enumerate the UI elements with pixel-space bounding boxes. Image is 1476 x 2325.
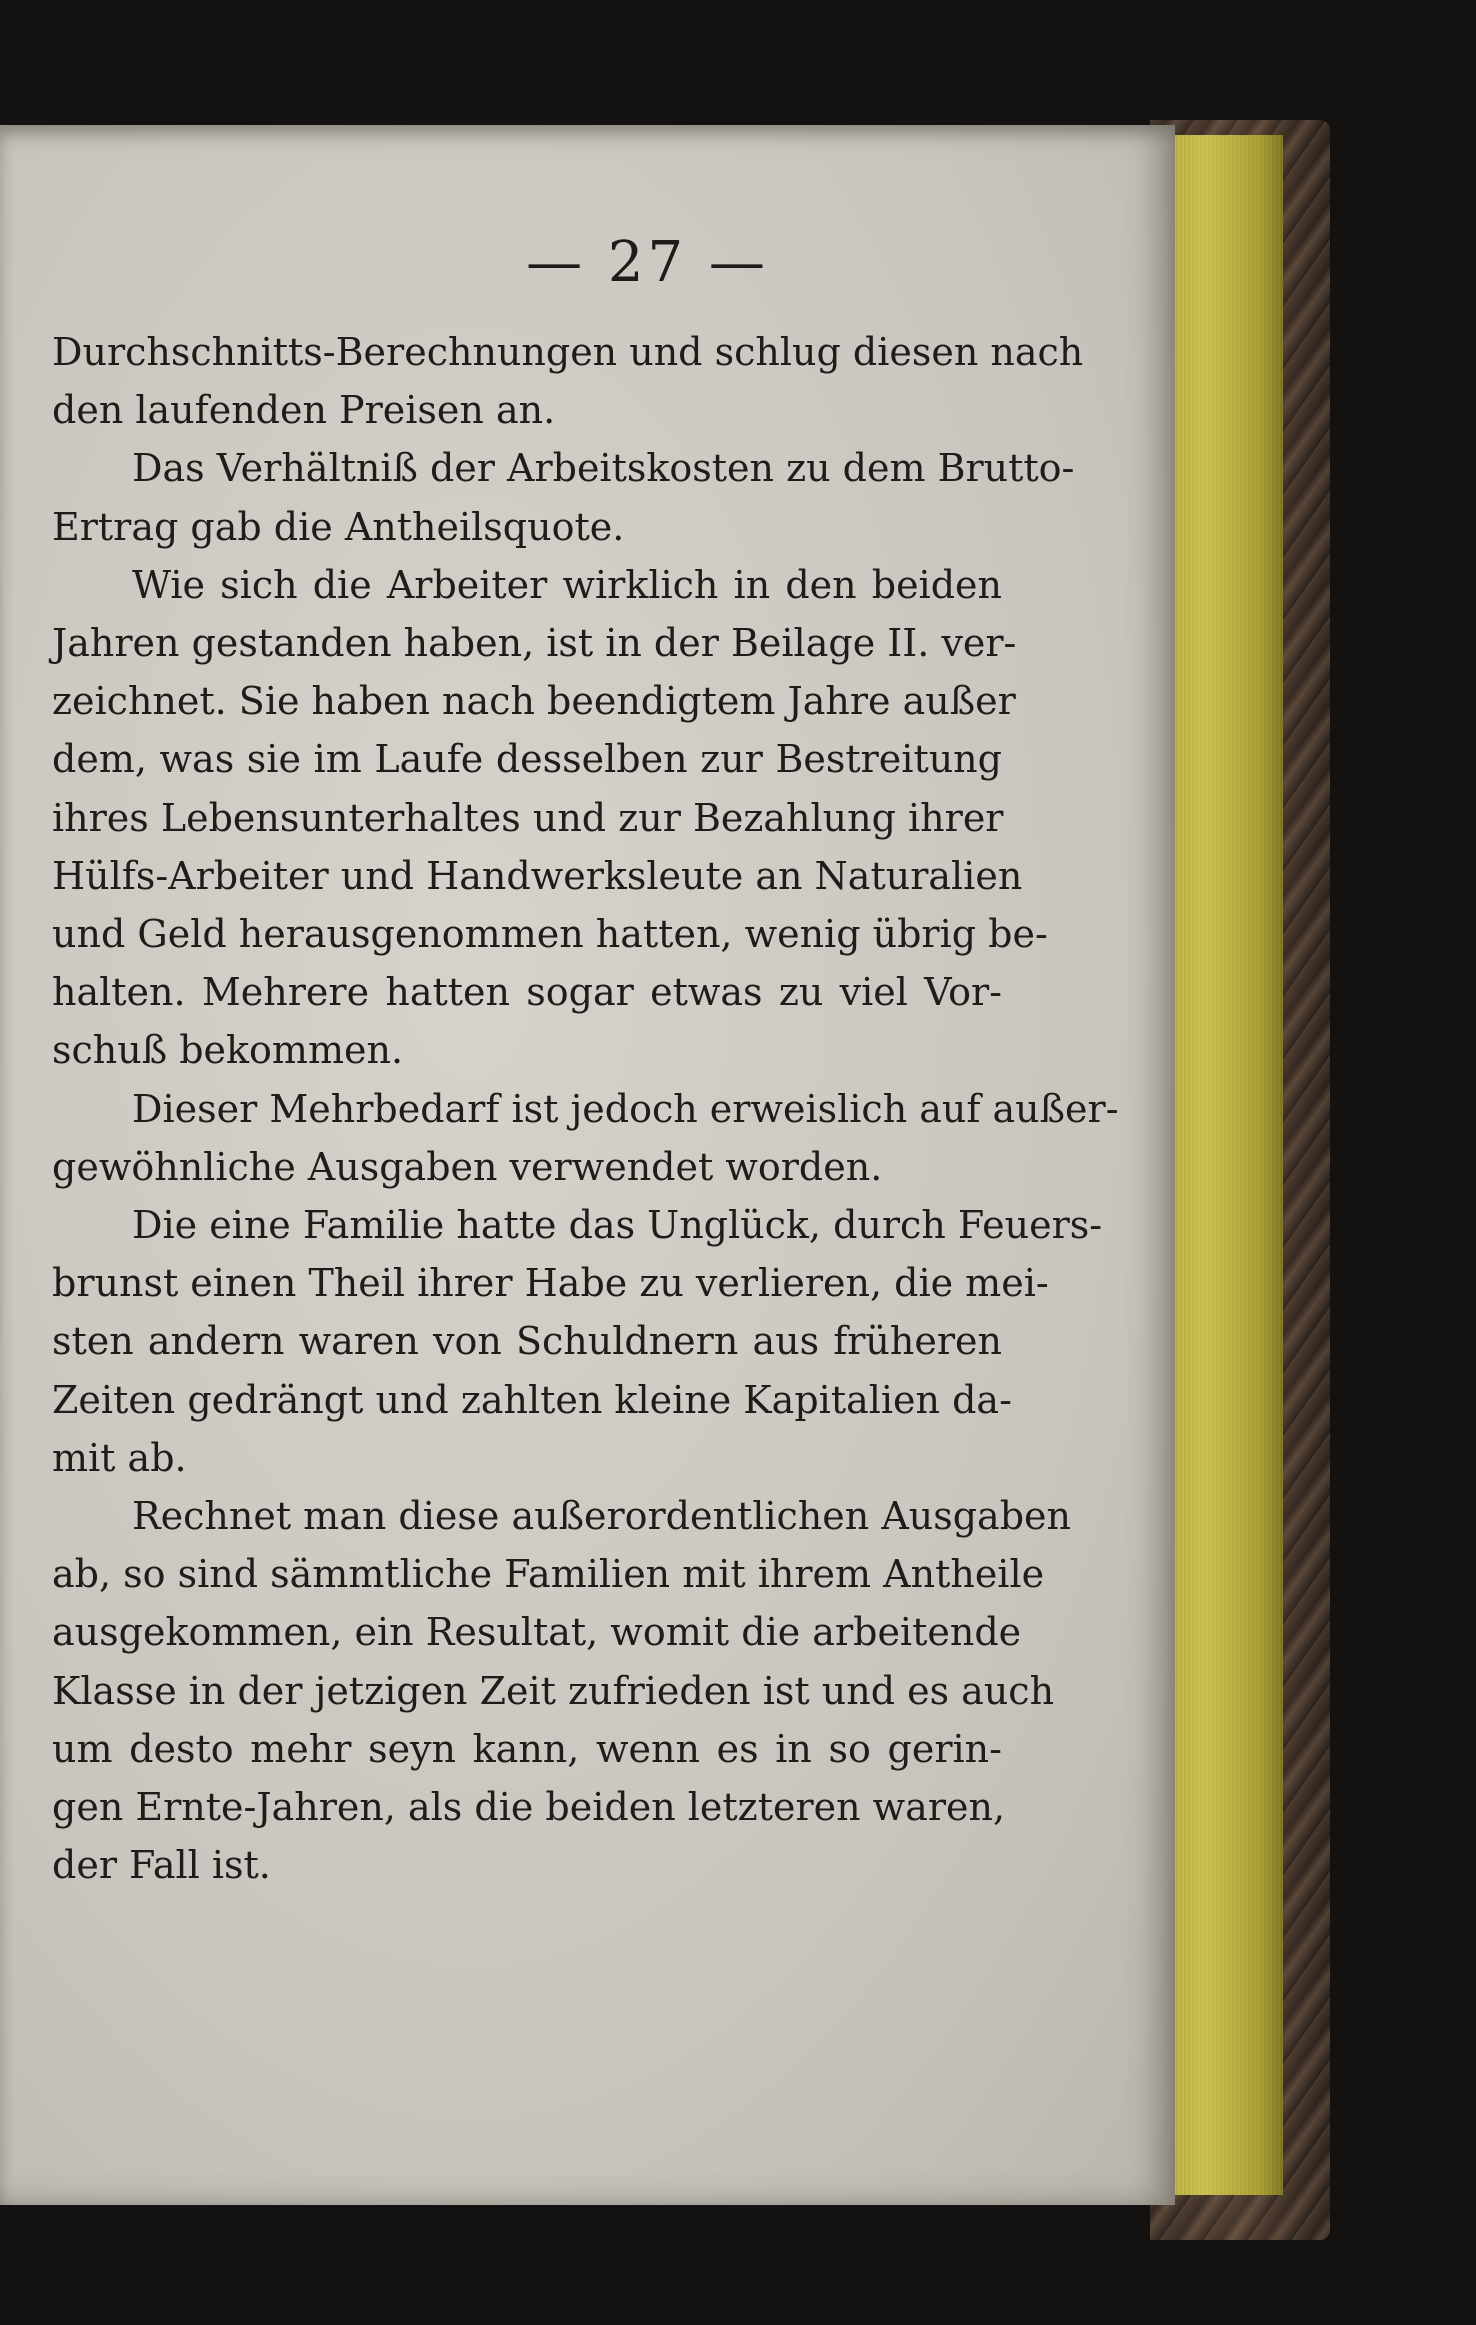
text-line: ihres Lebensunterhaltes und zur Bezahlung ihrer — [52, 795, 1004, 840]
text-line: zeichnet. Sie haben nach beendigtem Jahre außer — [52, 679, 1016, 724]
text-line: Jahren gestanden haben, ist in der Beilage II. ver- — [52, 621, 1017, 666]
gilt-page-edges — [1160, 135, 1283, 2195]
text-line: gen Ernte-Jahren, als die beiden letzteren waren, — [52, 1785, 1006, 1830]
text-line: mit ab. — [52, 1435, 187, 1480]
page-number-header: — 27 — — [526, 230, 769, 295]
text-line: Dieser Mehrbedarf ist jedoch erweislich auf außer- — [132, 1086, 1119, 1131]
text-line: halten. Mehrere hatten sogar etwas zu viel Vor- — [52, 970, 1002, 1015]
text-line: Wie sich die Arbeiter wirklich in den beiden — [132, 562, 1002, 607]
text-line: Ertrag gab die Antheilsquote. — [52, 504, 625, 549]
text-line: Klasse in der jetzigen Zeit zufrieden ist und es auch — [52, 1668, 1055, 1713]
text-line: um desto mehr seyn kann, wenn es in so gerin- — [52, 1726, 1002, 1771]
text-line: der Fall ist. — [52, 1843, 271, 1888]
book-page — [0, 125, 1175, 2205]
text-line: Hülfs-Arbeiter und Handwerksleute an Naturalien — [52, 853, 1023, 898]
text-line: ausgekommen, ein Resultat, womit die arbeitende — [52, 1610, 1022, 1655]
text-line: Das Verhältniß der Arbeitskosten zu dem Brutto- — [132, 446, 1075, 491]
text-line: Die eine Familie hatte das Unglück, durch Feuers- — [132, 1203, 1103, 1248]
text-line: ab, so sind sämmtliche Familien mit ihrem Antheile — [52, 1552, 1045, 1597]
text-line: gewöhnliche Ausgaben verwendet worden. — [52, 1144, 883, 1189]
text-line: dem, was sie im Laufe desselben zur Bestreitung — [52, 737, 1002, 782]
text-line: und Geld herausgenommen hatten, wenig übrig be- — [52, 912, 1048, 957]
text-line: Zeiten gedrängt und zahlten kleine Kapitalien da- — [52, 1377, 1012, 1422]
text-line: sten andern waren von Schuldnern aus früheren — [52, 1319, 1002, 1364]
text-line: den laufenden Preisen an. — [52, 388, 556, 433]
body-text — [52, 323, 1119, 1894]
text-line: Durchschnitts-Berechnungen und schlug diesen nach — [52, 330, 1084, 374]
text-line: schuß bekommen. — [52, 1028, 404, 1073]
text-line: Rechnet man diese außerordentlichen Ausgaben — [132, 1494, 1071, 1539]
text-line: brunst einen Theil ihrer Habe zu verlieren, die mei- — [52, 1261, 1049, 1306]
